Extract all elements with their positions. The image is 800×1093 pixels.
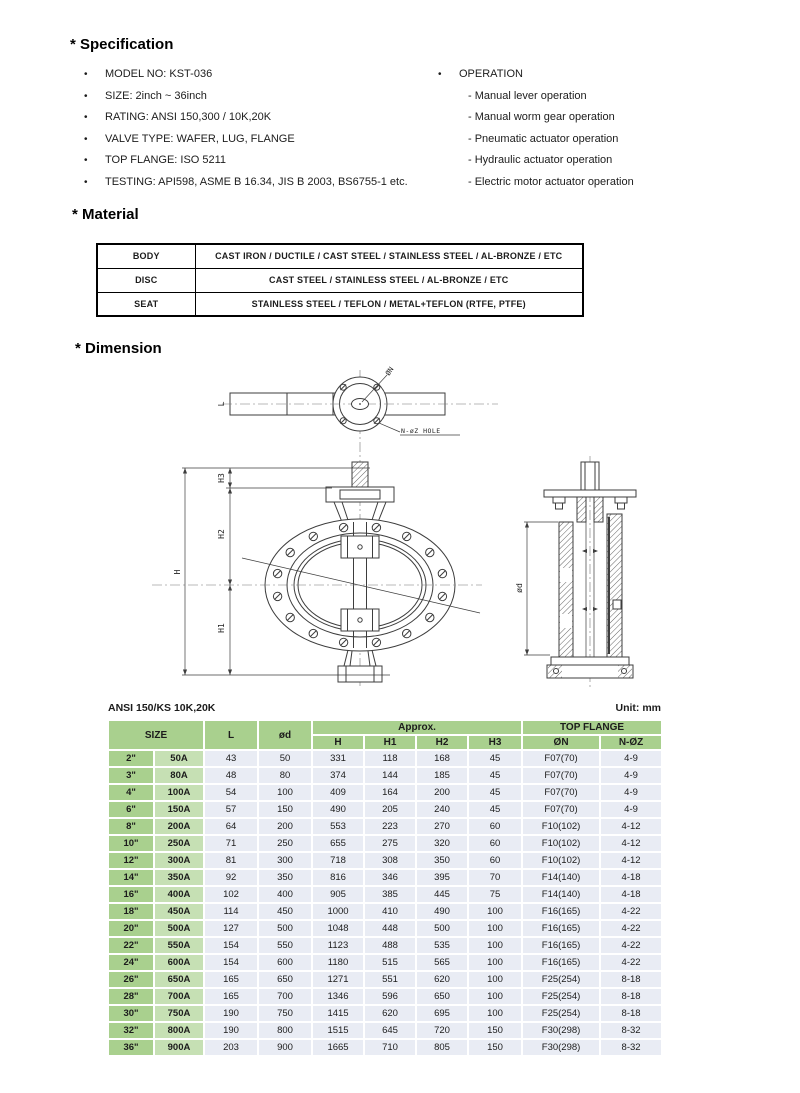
value-cell: 410 [365, 904, 415, 919]
dim-label-H1: H1 [217, 623, 226, 633]
size-a-cell: 80A [155, 768, 203, 783]
value-cell: F07(70) [523, 785, 599, 800]
header-h1: H1 [365, 736, 415, 749]
value-cell: 488 [365, 938, 415, 953]
value-cell: 1415 [313, 1006, 363, 1021]
size-inch-cell: 12" [109, 853, 153, 868]
value-cell: 100 [469, 1006, 521, 1021]
value-cell: 400 [259, 887, 311, 902]
value-cell: 275 [365, 836, 415, 851]
size-a-cell: 900A [155, 1040, 203, 1055]
value-cell: 596 [365, 989, 415, 1004]
value-cell: 100 [469, 904, 521, 919]
value-cell: 695 [417, 1006, 467, 1021]
table-row [109, 836, 661, 851]
value-cell: 1048 [313, 921, 363, 936]
value-cell: 565 [417, 955, 467, 970]
size-inch-cell: 2" [109, 751, 153, 766]
dim-label-phid: ød [515, 583, 524, 593]
operation-item: - Manual lever operation [468, 89, 587, 102]
value-cell: 409 [313, 785, 363, 800]
table-header-row [109, 721, 661, 734]
material-label: SEAT [97, 292, 195, 316]
value-cell: 127 [205, 921, 257, 936]
specification-list [84, 64, 408, 194]
header-h2: H2 [417, 736, 467, 749]
value-cell: 1346 [313, 989, 363, 1004]
value-cell: 8-32 [601, 1040, 661, 1055]
value-cell: 500 [259, 921, 311, 936]
value-cell: 1665 [313, 1040, 363, 1055]
header-h: H [313, 736, 363, 749]
size-inch-cell: 8" [109, 819, 153, 834]
operation-block [438, 64, 634, 194]
top-view [217, 366, 498, 435]
material-table [96, 243, 584, 317]
value-cell: F07(70) [523, 768, 599, 783]
operation-item: - Pneumatic actuator operation [468, 132, 619, 145]
size-a-cell: 700A [155, 989, 203, 1004]
list-item [84, 86, 408, 108]
operation-item: - Hydraulic actuator operation [468, 154, 613, 167]
dim-label-phiN: ØN [384, 365, 396, 378]
value-cell: 650 [417, 989, 467, 1004]
value-cell: 450 [259, 904, 311, 919]
value-cell: 114 [205, 904, 257, 919]
value-cell: 43 [205, 751, 257, 766]
table-row [109, 887, 661, 902]
specification-heading: * Specification [70, 36, 174, 53]
value-cell: F25(254) [523, 1006, 599, 1021]
value-cell: 4-22 [601, 904, 661, 919]
value-cell: 816 [313, 870, 363, 885]
bullet-icon: • [84, 90, 88, 102]
value-cell: 54 [205, 785, 257, 800]
value-cell: 535 [417, 938, 467, 953]
value-cell: 300 [259, 853, 311, 868]
size-a-cell: 650A [155, 972, 203, 987]
value-cell: 45 [469, 802, 521, 817]
dim-label-H3: H3 [217, 473, 226, 483]
value-cell: 75 [469, 887, 521, 902]
value-cell: 515 [365, 955, 415, 970]
value-cell: 4-18 [601, 887, 661, 902]
table-row [109, 751, 661, 766]
value-cell: 645 [365, 1023, 415, 1038]
size-a-cell: 800A [155, 1023, 203, 1038]
value-cell: 4-12 [601, 819, 661, 834]
value-cell: 250 [259, 836, 311, 851]
size-inch-cell: 10" [109, 836, 153, 851]
value-cell: 200 [259, 819, 311, 834]
size-inch-cell: 18" [109, 904, 153, 919]
value-cell: 60 [469, 836, 521, 851]
table-row [109, 853, 661, 868]
size-a-cell: 750A [155, 1006, 203, 1021]
size-a-cell: 550A [155, 938, 203, 953]
spec-item-text: RATING: ANSI 150,300 / 10K,20K [105, 111, 272, 124]
value-cell: 553 [313, 819, 363, 834]
header-l: L [205, 721, 257, 749]
material-value: STAINLESS STEEL / TEFLON / METAL+TEFLON (RTFE, PTFE) [195, 292, 583, 316]
table-row [109, 989, 661, 1004]
value-cell: 92 [205, 870, 257, 885]
value-cell: 1271 [313, 972, 363, 987]
value-cell: 448 [365, 921, 415, 936]
table-row [97, 268, 583, 292]
size-inch-cell: 32" [109, 1023, 153, 1038]
value-cell: 150 [469, 1040, 521, 1055]
table-row [97, 292, 583, 316]
value-cell: 45 [469, 785, 521, 800]
value-cell: 48 [205, 768, 257, 783]
value-cell: 185 [417, 768, 467, 783]
value-cell: F16(165) [523, 904, 599, 919]
size-a-cell: 350A [155, 870, 203, 885]
size-a-cell: 600A [155, 955, 203, 970]
value-cell: 490 [417, 904, 467, 919]
bullet-icon: • [84, 155, 88, 167]
size-a-cell: 250A [155, 836, 203, 851]
table-standard-label: ANSI 150/KS 10K,20K [108, 702, 216, 714]
material-value: CAST STEEL / STAINLESS STEEL / AL-BRONZE / ETC [195, 268, 583, 292]
value-cell: F14(140) [523, 887, 599, 902]
table-header [109, 721, 661, 749]
value-cell: 650 [259, 972, 311, 987]
value-cell: 150 [469, 1023, 521, 1038]
value-cell: 331 [313, 751, 363, 766]
value-cell: 80 [259, 768, 311, 783]
value-cell: F10(102) [523, 819, 599, 834]
dimension-heading: * Dimension [75, 340, 162, 357]
dimension-table-section [107, 702, 663, 1057]
spec-item-text: VALVE TYPE: WAFER, LUG, FLANGE [105, 132, 295, 145]
spec-item-text: TOP FLANGE: ISO 5211 [105, 154, 227, 167]
material-heading: * Material [72, 206, 139, 223]
value-cell: F07(70) [523, 802, 599, 817]
value-cell: 50 [259, 751, 311, 766]
value-cell: 805 [417, 1040, 467, 1055]
value-cell: 8-18 [601, 989, 661, 1004]
value-cell: 60 [469, 819, 521, 834]
value-cell: 150 [259, 802, 311, 817]
value-cell: 620 [417, 972, 467, 987]
table-row [109, 768, 661, 783]
value-cell: 100 [469, 955, 521, 970]
value-cell: 64 [205, 819, 257, 834]
value-cell: 385 [365, 887, 415, 902]
table-row [109, 938, 661, 953]
value-cell: 165 [205, 989, 257, 1004]
material-label: DISC [97, 268, 195, 292]
material-value: CAST IRON / DUCTILE / CAST STEEL / STAINLESS STEEL / AL-BRONZE / ETC [195, 244, 583, 268]
size-a-cell: 400A [155, 887, 203, 902]
value-cell: F10(102) [523, 836, 599, 851]
value-cell: 190 [205, 1023, 257, 1038]
value-cell: 4-9 [601, 802, 661, 817]
operation-label: OPERATION [459, 68, 523, 80]
value-cell: 57 [205, 802, 257, 817]
value-cell: 154 [205, 938, 257, 953]
size-inch-cell: 28" [109, 989, 153, 1004]
bullet-icon: • [84, 133, 88, 145]
value-cell: 700 [259, 989, 311, 1004]
size-inch-cell: 3" [109, 768, 153, 783]
value-cell: 45 [469, 768, 521, 783]
value-cell: 100 [259, 785, 311, 800]
value-cell: 70 [469, 870, 521, 885]
value-cell: 720 [417, 1023, 467, 1038]
value-cell: 4-22 [601, 938, 661, 953]
list-item [84, 64, 408, 86]
spec-item-text: SIZE: 2inch ~ 36inch [105, 89, 207, 102]
value-cell: 8-18 [601, 972, 661, 987]
value-cell: 4-18 [601, 870, 661, 885]
bullet-icon: • [438, 69, 442, 80]
value-cell: 100 [469, 989, 521, 1004]
value-cell: 718 [313, 853, 363, 868]
value-cell: 1123 [313, 938, 363, 953]
table-row [109, 785, 661, 800]
table-row [109, 904, 661, 919]
value-cell: 4-12 [601, 836, 661, 851]
operation-item: - Electric motor actuator operation [468, 175, 634, 188]
value-cell: 1180 [313, 955, 363, 970]
value-cell: 102 [205, 887, 257, 902]
material-label: BODY [97, 244, 195, 268]
value-cell: 1000 [313, 904, 363, 919]
value-cell: 100 [469, 921, 521, 936]
value-cell: 551 [365, 972, 415, 987]
value-cell: 500 [417, 921, 467, 936]
value-cell: 550 [259, 938, 311, 953]
value-cell: 350 [417, 853, 467, 868]
header-approx: Approx. [313, 721, 521, 734]
value-cell: 203 [205, 1040, 257, 1055]
value-cell: 81 [205, 853, 257, 868]
value-cell: 205 [365, 802, 415, 817]
table-row [109, 1040, 661, 1055]
value-cell: F10(102) [523, 853, 599, 868]
size-inch-cell: 24" [109, 955, 153, 970]
value-cell: 490 [313, 802, 363, 817]
value-cell: 4-22 [601, 921, 661, 936]
value-cell: 900 [259, 1040, 311, 1055]
value-cell: F16(165) [523, 921, 599, 936]
size-inch-cell: 22" [109, 938, 153, 953]
list-item [84, 107, 408, 129]
dim-label-H2: H2 [217, 529, 226, 539]
dimension-table-body [109, 751, 661, 1055]
value-cell: 45 [469, 751, 521, 766]
value-cell: 620 [365, 1006, 415, 1021]
value-cell: F16(165) [523, 938, 599, 953]
table-unit-label: Unit: mm [615, 702, 661, 714]
bullet-icon: • [84, 69, 88, 80]
value-cell: 1515 [313, 1023, 363, 1038]
value-cell: 118 [365, 751, 415, 766]
list-item [84, 150, 408, 172]
size-inch-cell: 30" [109, 1006, 153, 1021]
list-item [84, 129, 408, 151]
dimension-table [107, 719, 663, 1057]
table-row [109, 870, 661, 885]
value-cell: 71 [205, 836, 257, 851]
bullet-icon: • [84, 112, 88, 124]
value-cell: 350 [259, 870, 311, 885]
header-size: SIZE [109, 721, 203, 749]
value-cell: 395 [417, 870, 467, 885]
value-cell: 655 [313, 836, 363, 851]
value-cell: 100 [469, 972, 521, 987]
dim-label-H: H [173, 569, 182, 575]
value-cell: 905 [313, 887, 363, 902]
table-row [97, 244, 583, 268]
size-a-cell: 200A [155, 819, 203, 834]
value-cell: 200 [417, 785, 467, 800]
size-inch-cell: 36" [109, 1040, 153, 1055]
spec-item-text: TESTING: API598, ASME B 16.34, JIS B 2003, BS6755-1 etc. [105, 175, 408, 188]
list-item [438, 64, 634, 86]
size-a-cell: 150A [155, 802, 203, 817]
list-item [84, 172, 408, 194]
table-row [109, 1006, 661, 1021]
value-cell: 346 [365, 870, 415, 885]
value-cell: 4-12 [601, 853, 661, 868]
value-cell: 4-22 [601, 955, 661, 970]
value-cell: F30(298) [523, 1040, 599, 1055]
value-cell: 374 [313, 768, 363, 783]
value-cell: F25(254) [523, 989, 599, 1004]
dim-label-nz-hole: N-øZ HOLE [401, 427, 441, 435]
size-inch-cell: 14" [109, 870, 153, 885]
value-cell: 4-9 [601, 768, 661, 783]
dim-label-L: L [217, 401, 226, 407]
size-a-cell: 450A [155, 904, 203, 919]
table-row [109, 972, 661, 987]
value-cell: 8-18 [601, 1006, 661, 1021]
value-cell: 750 [259, 1006, 311, 1021]
header-on: ØN [523, 736, 599, 749]
value-cell: 165 [205, 972, 257, 987]
value-cell: 240 [417, 802, 467, 817]
table-meta [107, 702, 663, 719]
value-cell: 190 [205, 1006, 257, 1021]
value-cell: 144 [365, 768, 415, 783]
value-cell: F14(140) [523, 870, 599, 885]
value-cell: F16(165) [523, 955, 599, 970]
bullet-icon: • [84, 176, 88, 188]
value-cell: 223 [365, 819, 415, 834]
value-cell: 8-32 [601, 1023, 661, 1038]
value-cell: 320 [417, 836, 467, 851]
value-cell: 60 [469, 853, 521, 868]
size-inch-cell: 20" [109, 921, 153, 936]
spec-item-text: MODEL NO: KST-036 [105, 68, 213, 80]
value-cell: 168 [417, 751, 467, 766]
size-a-cell: 300A [155, 853, 203, 868]
size-a-cell: 100A [155, 785, 203, 800]
size-inch-cell: 26" [109, 972, 153, 987]
value-cell: F25(254) [523, 972, 599, 987]
table-row [109, 819, 661, 834]
value-cell: 270 [417, 819, 467, 834]
value-cell: 154 [205, 955, 257, 970]
operation-item: - Manual worm gear operation [468, 111, 615, 124]
side-view [515, 456, 636, 688]
header-noz: N-ØZ [601, 736, 661, 749]
table-row [109, 802, 661, 817]
value-cell: F07(70) [523, 751, 599, 766]
header-top-flange: TOP FLANGE [523, 721, 661, 734]
value-cell: F30(298) [523, 1023, 599, 1038]
value-cell: 4-9 [601, 751, 661, 766]
size-inch-cell: 6" [109, 802, 153, 817]
value-cell: 308 [365, 853, 415, 868]
size-a-cell: 50A [155, 751, 203, 766]
size-a-cell: 500A [155, 921, 203, 936]
header-h3: H3 [469, 736, 521, 749]
size-inch-cell: 4" [109, 785, 153, 800]
front-view [152, 462, 482, 682]
table-row [109, 921, 661, 936]
value-cell: 800 [259, 1023, 311, 1038]
value-cell: 600 [259, 955, 311, 970]
header-od: ød [259, 721, 311, 749]
size-inch-cell: 16" [109, 887, 153, 902]
value-cell: 164 [365, 785, 415, 800]
valve-technical-drawing [90, 362, 710, 702]
value-cell: 710 [365, 1040, 415, 1055]
value-cell: 4-9 [601, 785, 661, 800]
table-row [109, 955, 661, 970]
value-cell: 100 [469, 938, 521, 953]
value-cell: 445 [417, 887, 467, 902]
table-row [109, 1023, 661, 1038]
